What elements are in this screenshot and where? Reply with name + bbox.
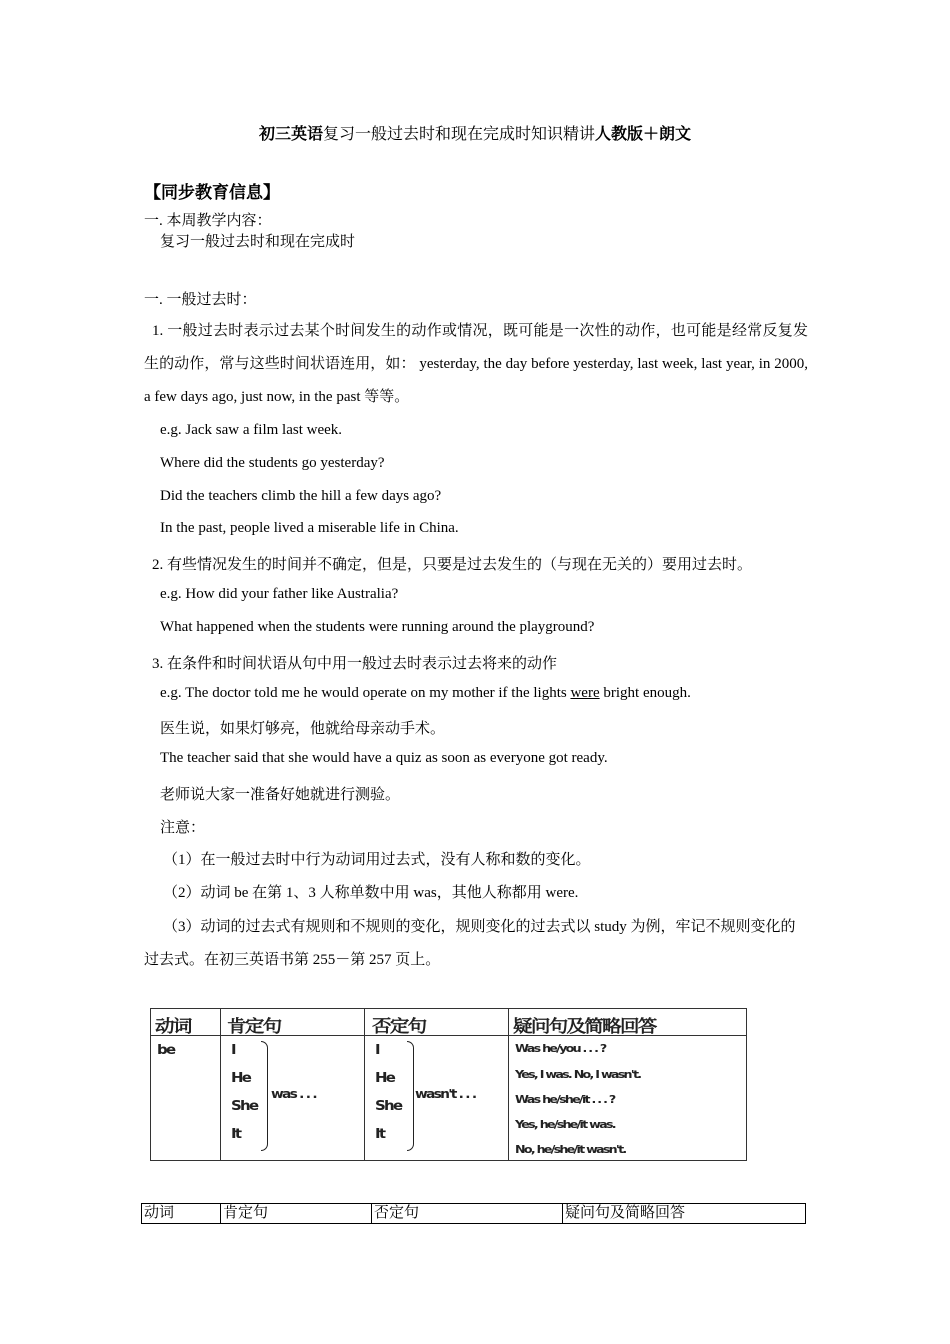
table-header: 肯定句: [227, 1017, 281, 1037]
title-main: 复习一般过去时和现在完成时知识精讲: [322, 126, 595, 143]
document-title: [0, 121, 950, 144]
table-header: 动词: [155, 1017, 191, 1037]
table-header: 疑问句及简略回答: [513, 1017, 656, 1037]
translation-line: 老师说大家一准备好她就进行测验。: [160, 787, 401, 803]
example-after: bright enough.: [599, 685, 691, 701]
translation-line: 医生说，如果灯够亮，他就给母亲动手术。: [160, 721, 446, 737]
example-line: The teacher said that she would have a quiz as soon as everyone got ready.: [160, 750, 608, 766]
part-heading: 一. 一般过去时：: [144, 292, 257, 308]
content-value: 复习一般过去时和现在完成时: [160, 234, 356, 250]
title-bold-prefix: 初三英语: [258, 126, 323, 143]
example-line: What happened when the students were running around the playground?: [160, 619, 595, 635]
example-line: In the past, people lived a miserable life in China.: [160, 520, 459, 536]
subject-label: He: [231, 1071, 251, 1086]
example-line: e.g. How did your father like Australia?: [160, 586, 399, 602]
affirmative-form: was . . .: [271, 1087, 316, 1101]
subject-label: I: [231, 1043, 235, 1058]
table-header-cell: 肯定句: [221, 1204, 372, 1224]
rule-1: 1. 一般过去时表示过去某个时间发生的动作或情况，既可能是一次性的动作，也可能是经常反复发生的动作，常与这些时间状语连用，如： yesterday, the day before yesterday, last week, last year, in 2000, a few days ago, just now, in the past 等等。: [144, 323, 808, 405]
content-label: 一. 本周教学内容：: [144, 213, 272, 229]
section-heading: 【同步教育信息】: [144, 183, 280, 202]
example-underlined-word: were: [570, 685, 600, 701]
scanned-verb-table: [150, 1008, 747, 1161]
table-row: [142, 1204, 806, 1224]
subject-label: She: [375, 1099, 402, 1114]
note-label: 注意：: [160, 820, 206, 836]
example-line: [160, 685, 691, 702]
question-line: Yes, he/she/it was.: [515, 1118, 615, 1131]
example-line: Where did the students go yesterday?: [160, 455, 385, 471]
note-item: （3）动词的过去式有规则和不规则的变化，规则变化的过去式以 study 为例，牢记不规则变化的过去式。在初三英语书第 255－第 257 页上。: [144, 919, 796, 968]
subject-label: I: [375, 1043, 379, 1058]
negative-form: wasn't . . .: [415, 1087, 476, 1101]
verb-table: [141, 1203, 806, 1224]
table-header-cell: 否定句: [372, 1204, 563, 1224]
question-line: Yes, I was. No, I wasn't.: [515, 1068, 641, 1081]
brace-icon: [261, 1041, 268, 1151]
question-line: Was he/she/it . . . ?: [515, 1093, 615, 1106]
subject-label: She: [231, 1099, 258, 1114]
table-header-cell: 疑问句及简略回答: [563, 1204, 806, 1224]
table-header-cell: 动词: [142, 1204, 221, 1224]
table-header: 否定句: [372, 1017, 426, 1037]
note-item: （1）在一般过去时中行为动词用过去式，没有人称和数的变化。: [163, 852, 591, 868]
question-line: Was he/you . . . ?: [515, 1042, 606, 1055]
rule-2: 2. 有些情况发生的时间并不确定，但是，只要是过去发生的（与现在无关的）要用过去时。: [152, 557, 753, 573]
table-divider: [364, 1009, 365, 1160]
question-line: No, he/she/it wasn't.: [515, 1143, 626, 1156]
example-line: Did the teachers climb the hill a few days ago?: [160, 488, 442, 504]
subject-label: It: [231, 1127, 241, 1142]
note-item: （2）动词 be 在第 1、3 人称单数中用 was，其他人称都用 were.: [163, 885, 579, 901]
subject-label: It: [375, 1127, 385, 1142]
table-divider: [508, 1009, 509, 1160]
table-divider: [220, 1009, 221, 1160]
example-line: e.g. Jack saw a film last week.: [160, 422, 343, 438]
table-verb: be: [157, 1043, 175, 1058]
title-bold-suffix: 人教版＋朗文: [595, 126, 692, 143]
brace-icon: [407, 1041, 414, 1151]
example-before: e.g. The doctor told me he would operate on my mother if the lights: [160, 685, 571, 701]
rule-3: 3. 在条件和时间状语从句中用一般过去时表示过去将来的动作: [152, 656, 558, 672]
subject-label: He: [375, 1071, 395, 1086]
